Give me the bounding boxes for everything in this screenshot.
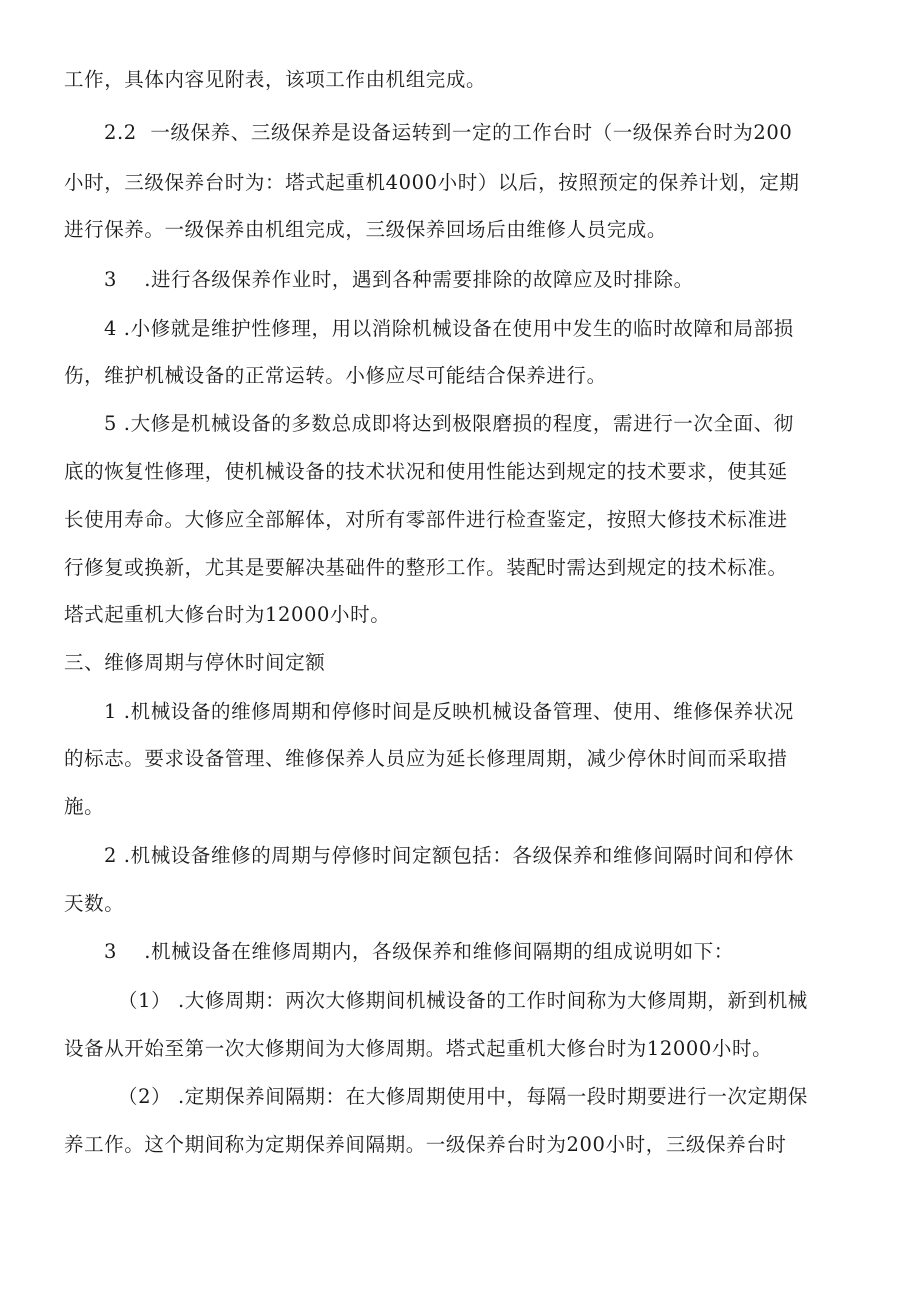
text-line: 3 .机械设备在维修周期内，各级保养和维修间隔期的组成说明如下： <box>104 940 734 963</box>
text-line: 养工作。这个期间称为定期保养间隔期。一级保养台时为200小时，三级保养台时 <box>64 1133 787 1156</box>
text-line: 塔式起重机大修台时为12000小时。 <box>64 603 391 626</box>
text-line: 长使用寿命。大修应全部解体，对所有零部件进行检查鉴定，按照大修技术标准进 <box>64 508 788 531</box>
text-line: 进行保养。一级保养由机组完成，三级保养回场后由维修人员完成。 <box>64 218 668 241</box>
text-line: 2.2 一级保养、三级保养是设备运转到一定的工作台时（一级保养台时为200 <box>104 121 793 144</box>
text-line: 3 .进行各级保养作业时，遇到各种需要排除的故障应及时排除。 <box>104 268 694 291</box>
text-line: （1） .大修周期：两次大修期间机械设备的工作时间称为大修周期，新到机械 <box>118 989 808 1012</box>
text-line: 2 .机械设备维修的周期与停修时间定额包括：各级保养和维修间隔时间和停休 <box>104 844 794 867</box>
text-line: 底的恢复性修理，使机械设备的技术状况和使用性能达到规定的技术要求，使其延 <box>64 460 788 483</box>
text-line: 1 .机械设备的维修周期和停修时间是反映机械设备管理、使用、维修保养状况 <box>104 700 794 723</box>
text-line: 设备从开始至第一次大修期间为大修周期。塔式起重机大修台时为12000小时。 <box>64 1037 773 1060</box>
section-heading: 三、维修周期与停休时间定额 <box>64 651 326 674</box>
text-line: 行修复或换新，尤其是要解决基础件的整形工作。装配时需达到规定的技术标准。 <box>64 556 788 579</box>
text-line: 伤，维护机械设备的正常运转。小修应尽可能结合保养进行。 <box>64 364 607 387</box>
text-line: 施。 <box>64 795 105 818</box>
text-line: 天数。 <box>64 892 125 915</box>
text-line: 的标志。要求设备管理、维修保养人员应为延长修理周期，减少停休时间而采取措 <box>64 747 788 770</box>
text-line: 4 .小修就是维护性修理，用以消除机械设备在使用中发生的临时故障和局部损 <box>104 317 794 340</box>
text-line: （2） .定期保养间隔期：在大修周期使用中，每隔一段时期要进行一次定期保 <box>118 1085 808 1108</box>
text-line: 工作，具体内容见附表，该项工作由机组完成。 <box>64 68 487 91</box>
text-line: 5 .大修是机械设备的多数总成即将达到极限磨损的程度，需进行一次全面、彻 <box>104 412 794 435</box>
text-line: 小时，三级保养台时为：塔式起重机4000小时）以后，按照预定的保养计划，定期 <box>64 171 800 194</box>
